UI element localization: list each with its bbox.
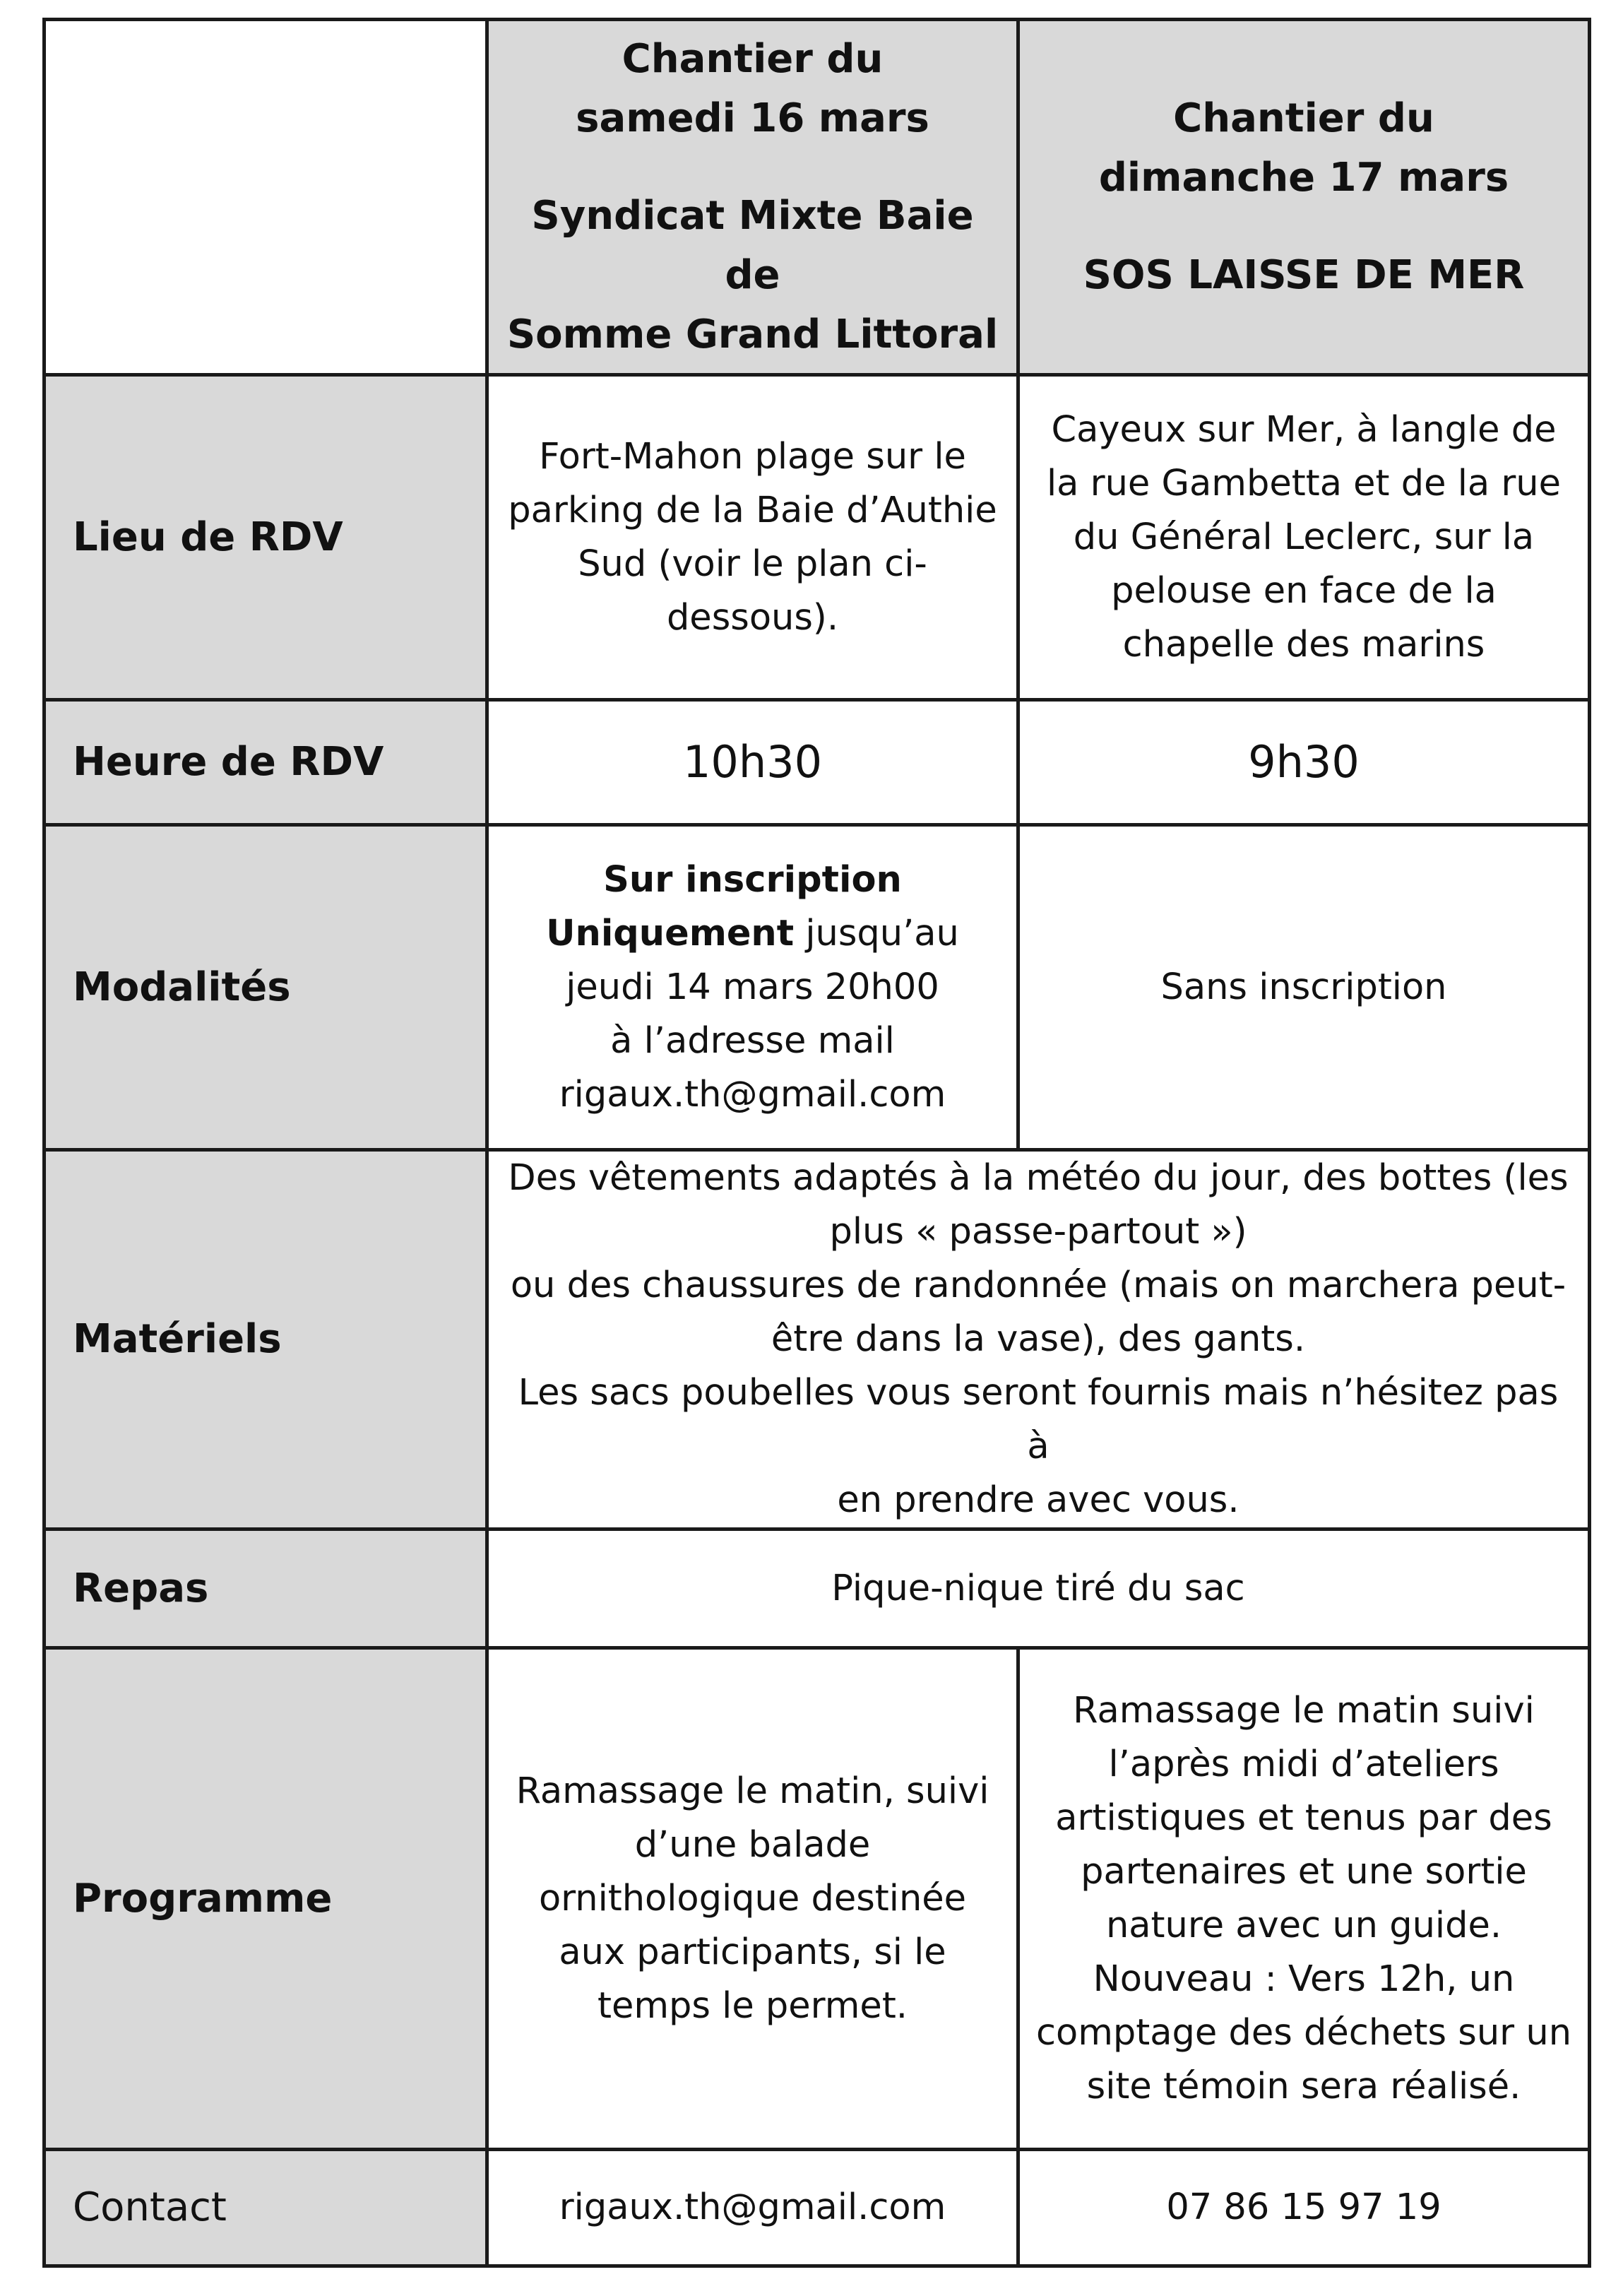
text-line: être dans la vase), des gants. xyxy=(771,1318,1306,1360)
text-line: aux participants, si le xyxy=(559,1931,946,1973)
lieu-sunday xyxy=(1018,375,1590,700)
text-line: dessous). xyxy=(666,596,839,639)
text-line: Sur inscription xyxy=(603,858,902,901)
heure-sunday: 9h30 xyxy=(1018,700,1590,825)
text-line: parking de la Baie d’Authie xyxy=(508,489,997,531)
row-label-repas: Repas xyxy=(44,1529,487,1648)
empty-corner-cell xyxy=(44,20,487,375)
contact-phone: 07 86 15 97 19 xyxy=(1018,2150,1590,2266)
row-repas xyxy=(44,1529,1590,1648)
header-saturday-line1: Chantier du xyxy=(622,36,884,82)
text-line: Cayeux sur Mer, à langle de xyxy=(1051,408,1557,451)
text-line: plus « passe-partout ») xyxy=(829,1211,1247,1253)
header-sunday-line1: Chantier du xyxy=(1173,95,1434,141)
text-line: en prendre avec vous. xyxy=(837,1479,1239,1521)
text-line: ou des chaussures de randonnée (mais on marchera peut- xyxy=(510,1265,1566,1306)
repas-text: Pique-nique tiré du sac xyxy=(487,1529,1590,1648)
row-modalites xyxy=(44,825,1590,1150)
header-sunday-date: dimanche 17 mars xyxy=(1098,155,1509,201)
contact-email: rigaux.th@gmail.com xyxy=(487,2150,1018,2266)
text-line: partenaires et une sortie xyxy=(1081,1850,1527,1893)
text-line: d’une balade xyxy=(634,1823,871,1866)
header-saturday-org-line1: Syndicat Mixte Baie de xyxy=(531,193,974,298)
text-line: Les sacs poubelles vous seront fournis mais n’hésitez pas à xyxy=(518,1372,1559,1467)
header-saturday xyxy=(487,20,1018,375)
row-label-contact: Contact xyxy=(44,2150,487,2266)
header-saturday-date: samedi 16 mars xyxy=(576,95,929,141)
text-line: Ramassage le matin, suivi xyxy=(516,1770,989,1812)
text-line: temps le permet. xyxy=(597,1984,908,2027)
text-bold: Uniquement xyxy=(546,912,795,954)
modalites-sunday: Sans inscription xyxy=(1018,825,1590,1150)
row-contact xyxy=(44,2150,1590,2266)
header-row xyxy=(44,20,1590,375)
row-programme xyxy=(44,1648,1590,2150)
header-saturday-org-line2: Somme Grand Littoral xyxy=(506,312,999,357)
text-line: pelouse en face de la xyxy=(1111,569,1497,612)
programme-saturday xyxy=(487,1648,1018,2150)
heure-saturday: 10h30 xyxy=(487,700,1018,825)
modalites-saturday xyxy=(487,825,1018,1150)
text-line: l’après midi d’ateliers xyxy=(1108,1743,1499,1785)
lieu-saturday xyxy=(487,375,1018,700)
schedule-table xyxy=(42,18,1591,2268)
row-label-modalites: Modalités xyxy=(44,825,487,1150)
row-label-materiels: Matériels xyxy=(44,1150,487,1529)
text-line: Ramassage le matin suivi xyxy=(1073,1689,1535,1732)
text-line xyxy=(504,907,1001,961)
text-line: site témoin sera réalisé. xyxy=(1086,2065,1521,2107)
text-line: jeudi 14 mars 20h00 xyxy=(566,966,939,1008)
text-line: artistiques et tenus par des xyxy=(1055,1797,1552,1839)
row-heure xyxy=(44,700,1590,825)
text-line: à l’adresse mail xyxy=(610,1019,895,1062)
programme-sunday xyxy=(1018,1648,1590,2150)
text-line: comptage des déchets sur un xyxy=(1035,2011,1572,2054)
text-line: chapelle des marins xyxy=(1122,623,1485,665)
row-lieu xyxy=(44,375,1590,700)
email-text: rigaux.th@gmail.com xyxy=(559,1073,946,1116)
row-label-programme: Programme xyxy=(44,1648,487,2150)
header-sunday-org: SOS LAISSE DE MER xyxy=(1083,252,1525,298)
text-line: la rue Gambetta et de la rue xyxy=(1046,462,1562,504)
row-label-lieu: Lieu de RDV xyxy=(44,375,487,700)
text-line: Des vêtements adaptés à la météo du jour, des bottes (les xyxy=(508,1157,1569,1199)
row-label-heure: Heure de RDV xyxy=(44,700,487,825)
text-line: du Général Leclerc, sur la xyxy=(1073,516,1535,558)
text-line: Fort-Mahon plage sur le xyxy=(539,435,966,478)
header-sunday xyxy=(1018,20,1590,375)
text-line: Sud (voir le plan ci- xyxy=(578,543,927,585)
text-line: Nouveau : Vers 12h, un xyxy=(1093,1958,1515,2000)
row-materiels xyxy=(44,1150,1590,1529)
text-line: nature avec un guide. xyxy=(1105,1904,1502,1946)
materiels-text xyxy=(487,1150,1590,1529)
text-line: ornithologique destinée xyxy=(538,1877,967,1919)
text-normal: jusqu’au xyxy=(794,912,959,954)
